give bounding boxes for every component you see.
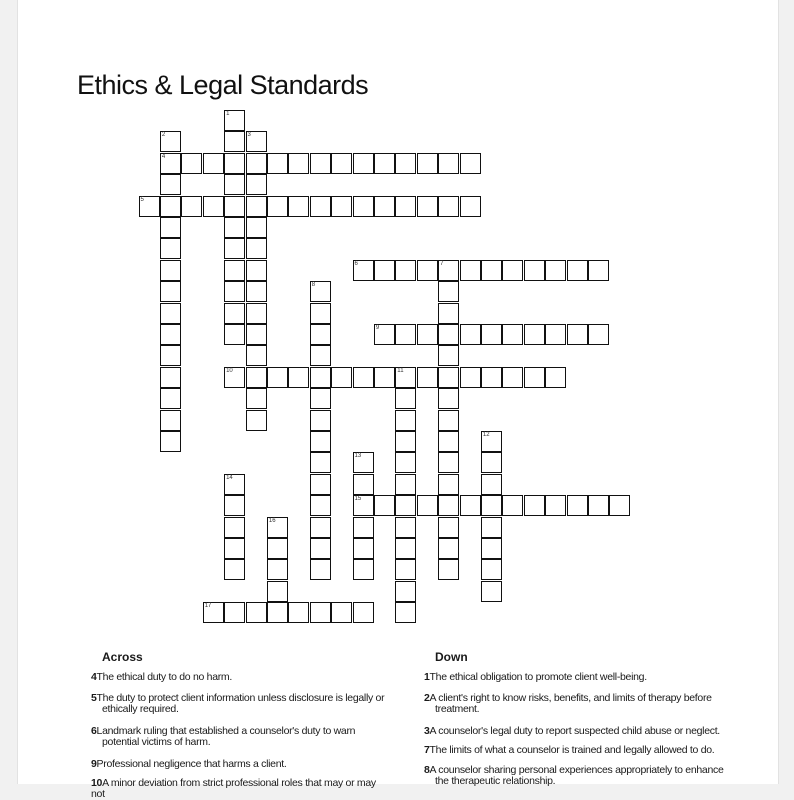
across-clue: 4The ethical duty to do no harm. (91, 671, 232, 683)
clue-number: 12 (482, 432, 490, 438)
crossword-cell[interactable] (246, 217, 267, 238)
across-clue: 5The duty to protect client information unless disclosure is legally or ethically required. (91, 692, 385, 715)
crossword-cell[interactable] (481, 367, 502, 388)
crossword-cell[interactable] (224, 538, 245, 559)
crossword-cell[interactable] (395, 517, 416, 538)
crossword-cell[interactable] (438, 153, 459, 174)
crossword-cell[interactable] (545, 260, 566, 281)
crossword-cell[interactable] (438, 324, 459, 345)
crossword-cell[interactable] (481, 495, 502, 516)
crossword-cell[interactable] (374, 324, 395, 345)
crossword-cell[interactable] (395, 196, 416, 217)
crossword-cell[interactable] (460, 367, 481, 388)
crossword-cell[interactable] (438, 303, 459, 324)
crossword-cell[interactable] (545, 495, 566, 516)
crossword-cell[interactable] (310, 324, 331, 345)
crossword-cell[interactable] (331, 602, 352, 623)
crossword-cell[interactable] (181, 153, 202, 174)
crossword-cell[interactable] (310, 345, 331, 366)
crossword-cell[interactable] (502, 260, 523, 281)
crossword-cell[interactable] (203, 153, 224, 174)
crossword-cell[interactable] (460, 324, 481, 345)
crossword-cell[interactable] (524, 324, 545, 345)
crossword-cell[interactable] (246, 303, 267, 324)
crossword-cell[interactable] (203, 196, 224, 217)
crossword-cell[interactable] (224, 602, 245, 623)
crossword-cell[interactable] (395, 474, 416, 495)
crossword-cell[interactable] (395, 324, 416, 345)
crossword-cell[interactable] (353, 559, 374, 580)
crossword-cell[interactable] (246, 602, 267, 623)
crossword-cell[interactable] (224, 131, 245, 152)
crossword-cell[interactable] (460, 495, 481, 516)
crossword-cell[interactable] (374, 196, 395, 217)
crossword-cell[interactable] (481, 474, 502, 495)
crossword-cell[interactable] (395, 452, 416, 473)
crossword-cell[interactable] (246, 153, 267, 174)
crossword-cell[interactable] (481, 324, 502, 345)
crossword-cell[interactable] (160, 388, 181, 409)
crossword-cell[interactable] (438, 388, 459, 409)
crossword-cell[interactable] (160, 431, 181, 452)
crossword-cell[interactable] (460, 153, 481, 174)
crossword-cell[interactable] (160, 281, 181, 302)
crossword-cell[interactable] (353, 538, 374, 559)
clue-number: 16 (268, 517, 276, 524)
down-heading: Down (435, 650, 468, 664)
crossword-cell[interactable] (224, 281, 245, 302)
crossword-cell[interactable] (310, 153, 331, 174)
crossword-cell[interactable] (203, 602, 224, 623)
across-clue: 9Professional negligence that harms a client. (91, 758, 287, 770)
crossword-cell[interactable] (139, 196, 160, 217)
crossword-cell[interactable] (288, 153, 309, 174)
crossword-cell[interactable] (288, 602, 309, 623)
crossword-cell[interactable] (353, 153, 374, 174)
crossword-cell[interactable] (460, 260, 481, 281)
crossword-cell[interactable] (438, 474, 459, 495)
crossword-cell[interactable] (267, 602, 288, 623)
crossword-cell[interactable] (609, 495, 630, 516)
crossword-cell[interactable] (417, 324, 438, 345)
crossword-cell[interactable] (502, 495, 523, 516)
down-clue: 3A counselor's legal duty to report suspected child abuse or neglect. (424, 725, 720, 737)
clue-number: 13 (354, 453, 362, 460)
crossword-cell[interactable] (353, 260, 374, 281)
crossword-cell[interactable] (438, 260, 459, 281)
crossword-cell[interactable] (395, 602, 416, 623)
crossword-cell[interactable] (481, 581, 502, 602)
crossword-cell[interactable] (438, 517, 459, 538)
crossword-cell[interactable] (438, 345, 459, 366)
crossword-cell[interactable] (524, 260, 545, 281)
crossword-cell[interactable] (160, 153, 181, 174)
crossword-cell[interactable] (246, 410, 267, 431)
crossword-cell[interactable] (460, 196, 481, 217)
crossword-cell[interactable] (353, 495, 374, 516)
crossword-cell[interactable] (417, 196, 438, 217)
crossword-cell[interactable] (395, 581, 416, 602)
crossword-cell[interactable] (224, 217, 245, 238)
crossword-cell[interactable] (267, 153, 288, 174)
crossword-cell[interactable] (395, 495, 416, 516)
crossword-cell[interactable] (438, 367, 459, 388)
crossword-cell[interactable] (224, 517, 245, 538)
crossword-cell[interactable] (310, 559, 331, 580)
crossword-cell[interactable] (438, 495, 459, 516)
crossword-cell[interactable] (481, 538, 502, 559)
crossword-cell[interactable] (310, 367, 331, 388)
crossword-cell[interactable] (374, 260, 395, 281)
crossword-cell[interactable] (310, 495, 331, 516)
crossword-cell[interactable] (224, 367, 245, 388)
crossword-cell[interactable] (310, 410, 331, 431)
crossword-cell[interactable] (481, 452, 502, 473)
crossword-cell[interactable] (246, 260, 267, 281)
crossword-cell[interactable] (246, 238, 267, 259)
crossword-cell[interactable] (160, 367, 181, 388)
crossword-cell[interactable] (310, 474, 331, 495)
clue-number: 6 (354, 260, 358, 267)
crossword-cell[interactable] (417, 153, 438, 174)
crossword-cell[interactable] (438, 281, 459, 302)
crossword-cell[interactable] (310, 281, 331, 302)
crossword-cell[interactable] (267, 517, 288, 538)
across-clue: 6Landmark ruling that established a counselor's duty to warn potential victims of harm. (91, 725, 356, 748)
crossword-cell[interactable] (353, 602, 374, 623)
crossword-cell[interactable] (331, 367, 352, 388)
crossword-cell[interactable] (310, 517, 331, 538)
crossword-cell[interactable] (353, 474, 374, 495)
crossword-cell[interactable] (160, 260, 181, 281)
down-clue: 1The ethical obligation to promote client well-being. (424, 671, 647, 683)
crossword-cell[interactable] (310, 602, 331, 623)
crossword-cell[interactable] (524, 367, 545, 388)
crossword-cell[interactable] (181, 196, 202, 217)
crossword-cell[interactable] (310, 452, 331, 473)
crossword-cell[interactable] (310, 303, 331, 324)
clue-number: 7 (440, 260, 444, 267)
down-clue: 2A client's right to know risks, benefits, and limits of therapy before treatment. (424, 692, 712, 715)
worksheet-page (17, 0, 779, 800)
crossword-cell[interactable] (353, 452, 374, 473)
crossword-cell[interactable] (567, 260, 588, 281)
clue-number: 1 (226, 111, 230, 117)
crossword-cell[interactable] (224, 260, 245, 281)
across-clue: 10A minor deviation from strict professional roles that may or may not (91, 777, 376, 800)
crossword-cell[interactable] (567, 324, 588, 345)
clue-number: 2 (161, 132, 166, 139)
crossword-cell[interactable] (545, 367, 566, 388)
crossword-grid (18, 0, 778, 640)
crossword-cell[interactable] (267, 538, 288, 559)
crossword-cell[interactable] (224, 559, 245, 580)
crossword-cell[interactable] (160, 345, 181, 366)
crossword-cell[interactable] (395, 559, 416, 580)
crossword-cell[interactable] (331, 153, 352, 174)
crossword-cell[interactable] (160, 410, 181, 431)
crossword-cell[interactable] (224, 495, 245, 516)
crossword-cell[interactable] (374, 367, 395, 388)
crossword-cell[interactable] (310, 538, 331, 559)
crossword-cell[interactable] (160, 174, 181, 195)
crossword-cell[interactable] (310, 196, 331, 217)
crossword-cell[interactable] (160, 303, 181, 324)
crossword-cell[interactable] (160, 131, 181, 152)
crossword-cell[interactable] (267, 581, 288, 602)
crossword-cell[interactable] (353, 367, 374, 388)
crossword-cell[interactable] (246, 324, 267, 345)
crossword-cell[interactable] (438, 410, 459, 431)
crossword-cell[interactable] (438, 538, 459, 559)
crossword-cell[interactable] (160, 217, 181, 238)
crossword-cell[interactable] (310, 388, 331, 409)
crossword-cell[interactable] (395, 431, 416, 452)
clue-number: 17 (204, 603, 212, 610)
page-title: Ethics & Legal Standards (77, 70, 369, 100)
crossword-cell[interactable] (502, 367, 523, 388)
crossword-cell[interactable] (417, 260, 438, 281)
clue-number: 3 (247, 132, 251, 139)
across-heading: Across (102, 650, 143, 664)
down-clue: 8A counselor sharing personal experiences appropriately to enhance the therapeutic relationship. (424, 764, 724, 787)
clue-number: 15 (354, 496, 362, 503)
crossword-cell[interactable] (224, 303, 245, 324)
crossword-cell[interactable] (353, 517, 374, 538)
crossword-cell[interactable] (310, 431, 331, 452)
crossword-cell[interactable] (395, 538, 416, 559)
crossword-cell[interactable] (246, 174, 267, 195)
crossword-cell[interactable] (246, 281, 267, 302)
crossword-cell[interactable] (288, 196, 309, 217)
crossword-cell[interactable] (246, 367, 267, 388)
down-clue: 7The limits of what a counselor is trained and legally allowed to do. (424, 744, 715, 756)
crossword-cell[interactable] (438, 196, 459, 217)
crossword-cell[interactable] (481, 559, 502, 580)
crossword-cell[interactable] (438, 431, 459, 452)
crossword-cell[interactable] (224, 174, 245, 195)
crossword-cell[interactable] (160, 324, 181, 345)
crossword-cell[interactable] (502, 324, 523, 345)
crossword-cell[interactable] (267, 196, 288, 217)
crossword-cell[interactable] (374, 495, 395, 516)
crossword-cell[interactable] (545, 324, 566, 345)
crossword-cell[interactable] (395, 388, 416, 409)
crossword-cell[interactable] (246, 388, 267, 409)
clue-number: 9 (375, 325, 380, 331)
crossword-cell[interactable] (353, 196, 374, 217)
crossword-cell[interactable] (224, 110, 245, 131)
crossword-cell[interactable] (374, 153, 395, 174)
crossword-cell[interactable] (224, 196, 245, 217)
crossword-cell[interactable] (395, 367, 416, 388)
crossword-cell[interactable] (246, 131, 267, 152)
crossword-cell[interactable] (395, 153, 416, 174)
crossword-cell[interactable] (481, 260, 502, 281)
clue-number: 10 (226, 367, 233, 374)
crossword-cell[interactable] (267, 367, 288, 388)
crossword-cell[interactable] (567, 495, 588, 516)
crossword-cell[interactable] (160, 238, 181, 259)
crossword-cell[interactable] (224, 238, 245, 259)
crossword-cell[interactable] (267, 559, 288, 580)
crossword-cell[interactable] (481, 431, 502, 452)
crossword-cell[interactable] (224, 474, 245, 495)
crossword-cell[interactable] (288, 367, 309, 388)
clue-number: 8 (311, 282, 316, 289)
crossword-cell[interactable] (417, 367, 438, 388)
crossword-cell[interactable] (438, 559, 459, 580)
crossword-cell[interactable] (588, 324, 609, 345)
crossword-cell[interactable] (588, 260, 609, 281)
crossword-cell[interactable] (160, 196, 181, 217)
crossword-cell[interactable] (224, 153, 245, 174)
crossword-cell[interactable] (246, 196, 267, 217)
clue-number: 11 (397, 367, 404, 374)
crossword-cell[interactable] (224, 324, 245, 345)
crossword-cell[interactable] (481, 517, 502, 538)
crossword-cell[interactable] (524, 495, 545, 516)
crossword-cell[interactable] (588, 495, 609, 516)
crossword-cell[interactable] (331, 196, 352, 217)
crossword-cell[interactable] (438, 452, 459, 473)
crossword-cell[interactable] (246, 345, 267, 366)
clue-number: 4 (161, 153, 166, 160)
clue-number: 5 (140, 196, 144, 203)
crossword-cell[interactable] (395, 410, 416, 431)
crossword-cell[interactable] (417, 495, 438, 516)
crossword-cell[interactable] (395, 260, 416, 281)
clue-number: 14 (226, 474, 233, 481)
